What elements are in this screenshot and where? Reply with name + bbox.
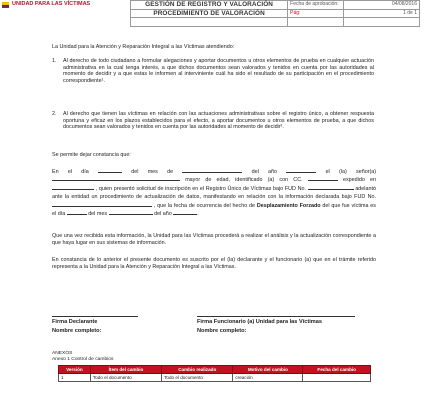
unidad-victimas-logo bbox=[2, 1, 120, 11]
process-title: GESTIÓN DE REGISTRO Y VALORACIÓN bbox=[131, 1, 288, 10]
signature-block-declarante bbox=[52, 318, 101, 335]
decl-text: el (la) señor(a) bbox=[325, 169, 377, 175]
colombia-flag-icon bbox=[2, 2, 9, 8]
signature-line-funcionario[interactable] bbox=[197, 316, 355, 317]
annex-subtitle: Anexo 1 Control de cambios bbox=[52, 356, 114, 362]
list-item-text: Al derecho de todo ciudadano a formular alegaciones y aportar documentos u otros elementos de prueba en cualquier actuación administrativa en la cual tenga interés, a que dichos documentos sean valorados y tenidos en cuenta por las autoridades al momento de decidir y a que estas le informen al interviniente cuál ha sido el resultado de su participación en el procedimiento correspondiente¹. bbox=[63, 58, 374, 84]
full-name-label: Nombre completo: bbox=[197, 327, 247, 334]
event-year-blank[interactable] bbox=[173, 214, 197, 215]
list-item-number: 2. bbox=[52, 111, 57, 117]
pag-label: Pág: bbox=[288, 9, 344, 18]
column-header: Versión bbox=[59, 366, 91, 374]
table-cell bbox=[303, 374, 371, 382]
year-blank[interactable] bbox=[286, 172, 316, 173]
declaration-form-paragraph bbox=[52, 168, 376, 218]
decl-text: del año bbox=[251, 169, 278, 175]
list-item-number: 1. bbox=[52, 58, 57, 64]
list-item bbox=[52, 111, 374, 131]
annex-title: ANEXOS bbox=[52, 351, 73, 356]
list-item bbox=[52, 58, 374, 84]
full-name-label: Nombre completo: bbox=[52, 327, 102, 334]
procedure-title: PROCEDIMIENTO DE VALORACIÓN bbox=[131, 9, 288, 18]
column-header: Cambio realizado bbox=[162, 366, 233, 374]
header-empty-cell bbox=[288, 18, 344, 27]
table-cell: Todo el documento bbox=[90, 374, 161, 382]
fecha-label: Fecha de aprobación: bbox=[288, 1, 344, 10]
event-month-blank[interactable] bbox=[109, 214, 153, 215]
column-header: Fecha del cambio bbox=[303, 366, 371, 374]
month-blank[interactable] bbox=[182, 172, 242, 173]
decl-text: del año bbox=[154, 211, 172, 218]
decl-text: , que la fecha de ocurrencia del hecho de bbox=[153, 202, 256, 209]
decl-text: En el día bbox=[52, 169, 89, 175]
event-day-blank[interactable] bbox=[67, 214, 87, 215]
cc-blank[interactable] bbox=[308, 180, 338, 181]
decl-text: del mes bbox=[88, 211, 108, 218]
document-header bbox=[0, 0, 424, 24]
decl-text: , quien presentó solicitud de inscripción en el Registro Único de Víctimas bajo FUD No. bbox=[95, 185, 306, 192]
change-control-table bbox=[58, 365, 371, 382]
name-blank[interactable] bbox=[52, 180, 180, 181]
table-row bbox=[59, 374, 371, 382]
decl-text: mayor de edad, identificado (a) con bbox=[185, 177, 289, 184]
decl-text: . bbox=[197, 211, 199, 218]
constancia-paragraph: En constancia de lo anterior el presente documento es suscrito por el (la) declarante y el funcionario (a) que en el trámite referido representa a la Unidad para la Atención y Reparación Integral a las Víctimas. bbox=[52, 257, 376, 270]
list-item-text: Al derecho que tienen las víctimas en relación con las actuaciones administrativas sobre el registro único, a obtener respuesta oportuna y eficaz en los plazos establecidos para el efecto, a aportar documentos u otros elementos de prueba, a que dichos documentos sean valorados y tenidos en cuenta por las autoridades al momento de decidir². bbox=[63, 111, 374, 131]
header-empty-cell bbox=[131, 18, 288, 27]
decl-text: expedido en bbox=[342, 177, 377, 184]
decl-text: adelantó ante la entidad un procedimiento de actualización de datos, manifestando en relación con la información declarada bajo FUD No. bbox=[52, 185, 376, 201]
desplazamiento-forzado-text: Desplazamiento Forzado bbox=[256, 202, 321, 209]
logo-text: UNIDAD PARA LAS VÍCTIMAS bbox=[12, 1, 91, 7]
day-blank[interactable] bbox=[98, 172, 122, 173]
column-header: Ítem del cambio bbox=[90, 366, 161, 374]
decl-text: del mes de bbox=[131, 169, 174, 175]
fud-blank[interactable] bbox=[308, 189, 354, 190]
header-info-table bbox=[130, 0, 420, 27]
table-cell: 1 bbox=[59, 374, 91, 382]
decl-text: CC. bbox=[293, 177, 303, 184]
pag-value: 1 de 1 bbox=[343, 9, 419, 18]
signature-line-declarante[interactable] bbox=[52, 316, 138, 317]
signature-label: Firma Declarante bbox=[52, 319, 98, 325]
constancia-intro: Se permite dejar constancia que: bbox=[52, 152, 131, 158]
intro-paragraph: La Unidad para la Atención y Reparación Integral a las Víctimas atendiendo: bbox=[52, 44, 235, 50]
signature-label: Firma Funcionario (a) Unidad para las Víctimas bbox=[197, 319, 322, 325]
fud-blank-2[interactable] bbox=[52, 206, 152, 207]
analysis-paragraph: Que una vez recibida esta información, la Unidad para las Víctimas procederá a realizar el análisis y la actualización correspondiente a que haya lugar en sus sistemas de información. bbox=[52, 233, 376, 246]
column-header: Motivo del cambio bbox=[233, 366, 303, 374]
table-cell: creación bbox=[233, 374, 303, 382]
header-empty-cell bbox=[343, 18, 419, 27]
table-header-row bbox=[59, 366, 371, 374]
fecha-value: 04/08/2016 bbox=[343, 1, 419, 10]
expedido-blank[interactable] bbox=[52, 189, 94, 190]
annex-heading bbox=[52, 351, 113, 362]
signature-block-funcionario bbox=[197, 318, 322, 335]
table-cell: Todo el documento bbox=[162, 374, 233, 382]
decl-text: del que fue víctima es el día bbox=[52, 202, 377, 218]
